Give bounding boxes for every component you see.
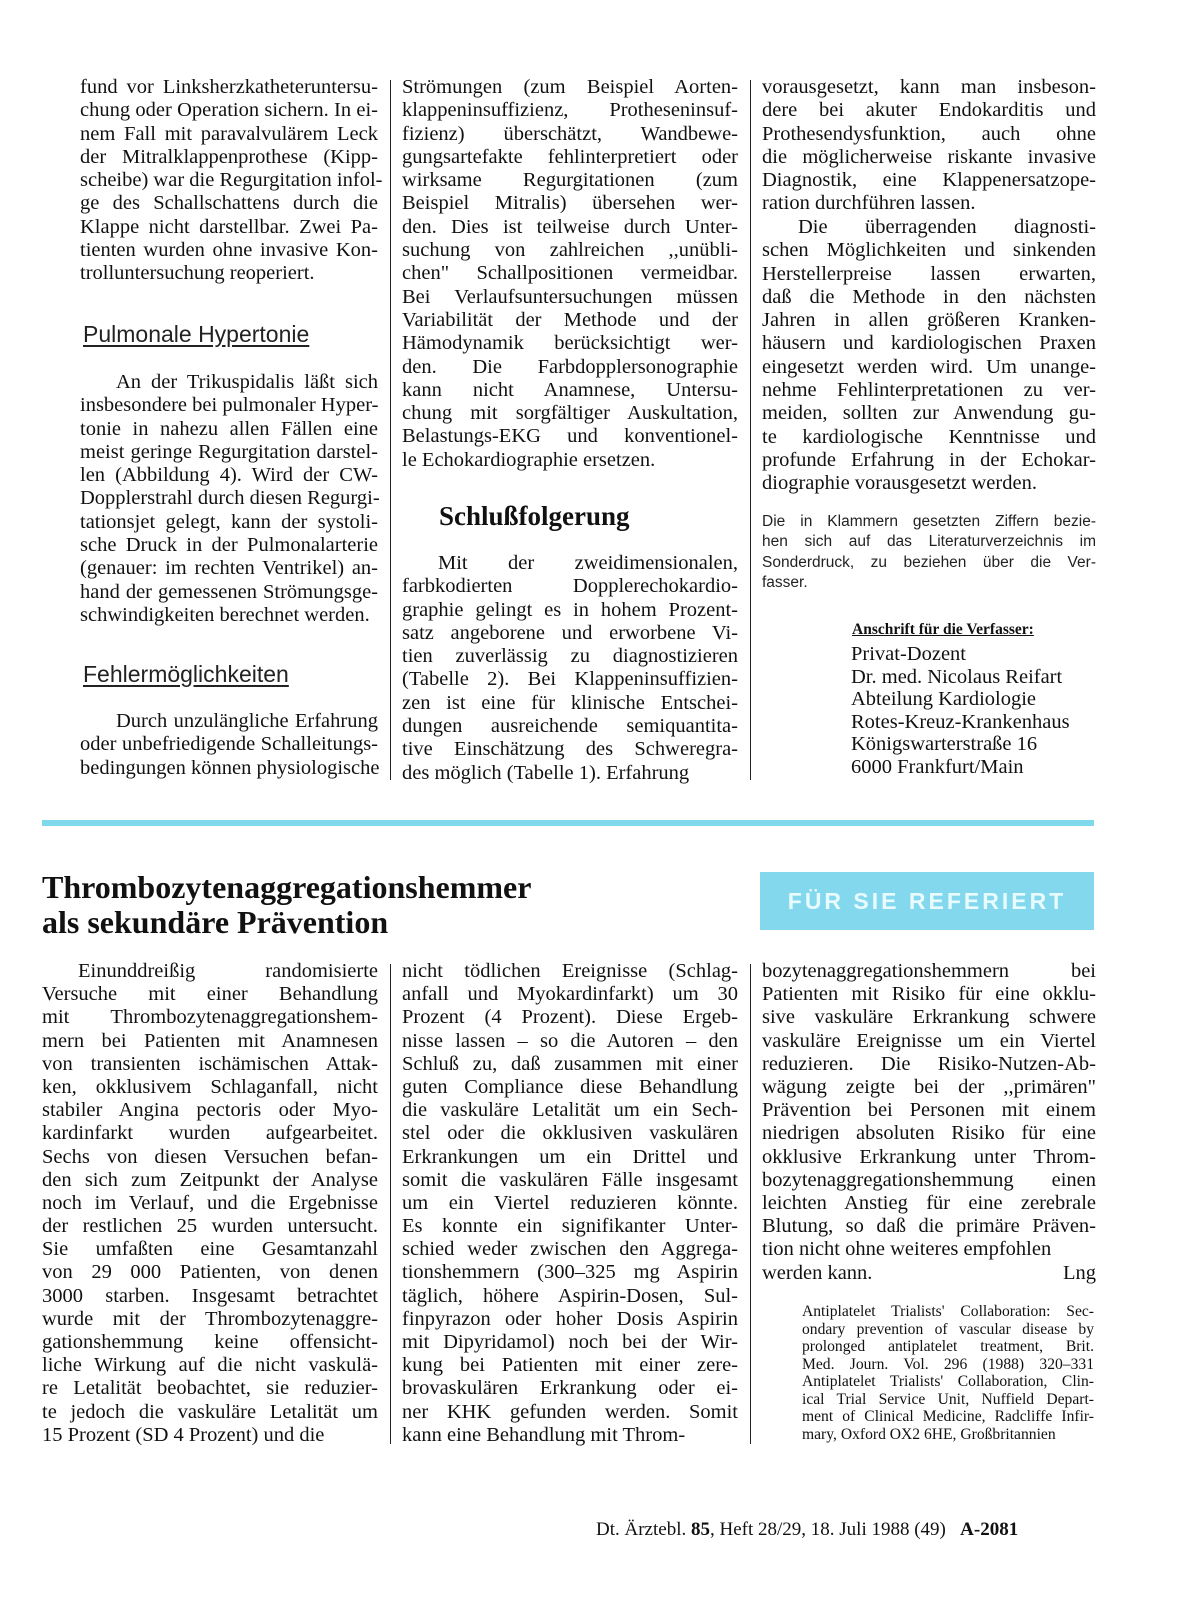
text-line: reduzieren. Die Risiko-Nutzen-Ab- — [762, 1052, 1096, 1075]
column-rule-top-2 — [750, 80, 751, 780]
text-line: profunde Erfahrung in der Echokar- — [762, 448, 1096, 471]
text-line: ge des Schallschattens durch die — [80, 192, 378, 215]
text-line: okklusive Erkrankung unter Throm- — [762, 1145, 1096, 1168]
text-line: tion nicht ohne weiteres empfohlen — [762, 1238, 1052, 1261]
text-line: te jedoch die vaskuläre Letalität um — [42, 1400, 378, 1423]
text-line: Variabilität der Methode und der — [402, 308, 738, 331]
text-line: schied weder zwischen den Aggrega- — [402, 1238, 738, 1261]
subhead-fehlermoeglichkeiten: Fehlermöglichkeiten — [83, 661, 289, 687]
text-line: den. Dies ist teilweise durch Unter- — [402, 215, 738, 238]
text-line: tien zuverlässig zu diagnostizieren — [402, 645, 738, 668]
text-line: wägung zeigte bei der ,,primären" — [762, 1075, 1096, 1098]
text-line: Strömungen (zum Beispiel Aorten- — [402, 76, 738, 98]
text-line: Erkrankungen um ein Drittel und — [402, 1145, 738, 1168]
text-line: 3000 starben. Insgesamt betrachtet — [42, 1284, 378, 1307]
text-line: ner KHK gefunden werden. Somit — [402, 1400, 738, 1423]
text-line: Diagnostik, eine Klappenersatzope- — [762, 169, 1096, 192]
text-line: Durch unzulängliche Erfahrung — [116, 710, 378, 732]
text-line: nicht tödlichen Ereignisse (Schlag- — [402, 960, 738, 982]
fuer-sie-referiert-badge: FÜR SIE REFERIERT — [760, 872, 1094, 930]
text-line: hand der gemessenen Strömungsge- — [80, 580, 378, 603]
text-line: finpyrazon oder hoher Dosis Aspirin — [402, 1307, 738, 1330]
text-line: die möglicherweise riskante invasive — [762, 145, 1096, 168]
text-line: eingesetzt werden wird. Um unange- — [762, 355, 1096, 378]
text-line: sche Druck in der Pulmonalarterie — [80, 534, 378, 557]
text-line: hen sich auf das Literaturverzeichnis im — [762, 533, 1096, 551]
top-column-3-b — [762, 216, 1096, 496]
text-line: den. Die Farbdopplersonographie — [402, 355, 738, 378]
text-line: Abteilung Kardiologie — [851, 688, 1037, 710]
text-line: trolluntersuchung reoperiert. — [80, 262, 315, 285]
text-line: Es konnte ein signifikanter Unter- — [402, 1215, 738, 1238]
top-column-2-a — [402, 76, 738, 472]
text-line: Med. Journ. Vol. 296 (1988) 320–331 — [802, 1355, 1094, 1373]
text-line: schwindigkeiten berechnet werden. — [80, 603, 370, 626]
text-line: Königswarterstraße 16 — [851, 733, 1038, 755]
text-line: insbesondere bei pulmonaler Hyper- — [80, 394, 379, 417]
heading-schlussfolgerung: Schlußfolgerung — [439, 501, 630, 531]
text-line: Herstellerpreise lassen erwarten, — [762, 262, 1096, 285]
text-line: len (Abbildung 4). Wird der CW- — [80, 464, 378, 487]
author-signature: Lng — [1062, 1262, 1096, 1284]
text-line: Rotes-Kreuz-Krankenhaus — [851, 710, 1070, 733]
column-rule-top-1 — [390, 80, 391, 780]
text-line: bedingungen können physiologische — [80, 756, 380, 779]
text-line: wurde mit der Thrombozytenaggre- — [42, 1307, 378, 1330]
text-line: Versuche mit einer Behandlung — [42, 983, 378, 1006]
text-line: vaskuläre Ereignisse um ein Viertel — [762, 1029, 1096, 1052]
text-line: nem Fall mit paravalvulärem Leck — [80, 122, 378, 145]
top-column-3-a — [762, 76, 1096, 216]
text-line: Prothesendysfunktion, auch ohne — [762, 122, 1096, 145]
text-line: fasser. — [762, 573, 808, 591]
text-line: nehme Fehlinterpretationen zu ver- — [762, 379, 1096, 402]
text-line: Hämodynamik berücksichtigt wer- — [402, 332, 738, 355]
article-column-3 — [762, 960, 1096, 1261]
text-line: te kardiologische Kenntnisse und — [762, 425, 1096, 448]
text-line: leichten Anstieg für eine zerebrale — [762, 1191, 1096, 1214]
text-line: dungen ausreichende semiquantita- — [402, 715, 738, 738]
text-line: graphie gelingt es in hohem Prozent- — [402, 598, 738, 621]
text-line: chen" Schallpositionen vermeidbar. — [402, 262, 738, 285]
text-line: fizienz) überschätzt, Wandbewe- — [402, 122, 738, 145]
text-line: wirksame Regurgitationen (zum — [402, 169, 738, 192]
text-line: ment of Clinical Medicine, Radcliffe Infir- — [802, 1408, 1094, 1425]
article-title — [42, 870, 742, 940]
column-rule-bottom-2 — [750, 964, 751, 1444]
text-line: den sich zum Zeitpunkt der Analyse — [42, 1168, 378, 1191]
text-line: chung oder Operation sichern. In ei- — [80, 99, 378, 122]
text-line: zen ist eine für klinische Entschei- — [402, 691, 738, 714]
text-line: Bei Verlaufsuntersuchungen müssen — [402, 285, 738, 308]
text-line: Mit der zweidimensionalen, — [438, 552, 738, 574]
text-line: nisse lassen – so die Autoren – den — [402, 1029, 738, 1052]
page-footer — [596, 1519, 1018, 1541]
text-line: mern bei Patienten mit Anamnesen — [42, 1029, 378, 1052]
text-line: des möglich (Tabelle 1). Erfahrung — [402, 761, 690, 784]
text-line: noch im Verlauf, und die Ergebnisse — [42, 1191, 378, 1214]
text-line: Die überragenden diagnosti- — [798, 216, 1096, 238]
text-line: die vaskuläre Letalität um ein Sech- — [402, 1099, 738, 1122]
text-line: brovaskulären Erkrankung oder ei- — [402, 1377, 738, 1400]
text-line: scheibe) war die Regurgitation infol- — [80, 169, 383, 192]
text-line: satz angeborene und erworbene Vi- — [402, 621, 738, 644]
text-line: Patienten mit Risiko für eine okklu- — [762, 983, 1096, 1006]
text-line: Belastungs-EKG und konventionel- — [402, 425, 738, 448]
text-line: kann nicht Anamnese, Untersu- — [402, 378, 738, 401]
text-line: Antiplatelet Trialists' Collaboration, Clin- — [802, 1373, 1094, 1390]
text-line: tonie in nahezu allen Fällen eine — [80, 417, 378, 440]
text-line: prolonged antiplatelet treatment, Brit. — [802, 1338, 1094, 1355]
text-line: klappeninsuffizienz, Protheseninsuf- — [402, 99, 738, 122]
text-line: von transienten ischämischen Attak- — [42, 1052, 378, 1075]
text-line: bozytenaggregationshemmern bei — [762, 960, 1096, 982]
text-line: Klappe nicht darstellbar. Zwei Pa- — [80, 215, 378, 238]
text-line: meist geringe Regurgitation darstel- — [80, 440, 378, 463]
text-line: Dr. med. Nicolaus Reifart — [851, 665, 1063, 688]
text-line: 6000 Frankfurt/Main — [851, 755, 1024, 778]
text-line: tationsjet gelegt, kann der systoli- — [80, 510, 378, 533]
text-line: Thrombozytenaggregationshemmer — [42, 869, 532, 905]
text-line: Prävention bei Personen mit einem — [762, 1099, 1096, 1122]
text-line: täglich, höhere Aspirin-Dosen, Sul- — [402, 1284, 738, 1307]
text-line: Sie umfaßten eine Gesamtanzahl — [42, 1238, 378, 1261]
text-line: An der Trikuspidalis läßt sich — [116, 371, 378, 393]
text-line: Antiplatelet Trialists' Collaboration: Sec- — [802, 1303, 1094, 1320]
text-line: guten Compliance diese Behandlung — [402, 1075, 738, 1098]
article-column-2 — [402, 960, 738, 1447]
text-line: mit Thrombozytenaggregationshem- — [42, 1006, 378, 1029]
text-line: um ein Viertel reduzieren könnte. — [402, 1191, 738, 1214]
text-line: Jahren in allen größeren Kranken- — [762, 309, 1096, 332]
text-line: 15 Prozent (SD 4 Prozent) und die — [42, 1423, 325, 1446]
subhead-pulmonale-hypertonie: Pulmonale Hypertonie — [83, 321, 310, 347]
top-column-1-a — [80, 76, 383, 286]
text-line: der restlichen 25 wurden untersucht. — [42, 1215, 378, 1238]
text-line: liche Wirkung auf die nicht vaskulä- — [42, 1354, 378, 1377]
text-line: der Mitralklappenprothese (Kipp- — [80, 145, 378, 168]
text-line: re Letalität beobachtet, sie reduzier- — [42, 1377, 378, 1400]
column-rule-bottom-1 — [390, 964, 391, 1444]
text-line: Blutung, so daß die primäre Präven- — [762, 1215, 1096, 1238]
text-line: Sechs von diesen Versuchen befan- — [42, 1145, 378, 1168]
footer-page-number: A-2081 — [960, 1519, 1019, 1540]
text-line: schen Möglichkeiten und sinkenden — [762, 239, 1096, 262]
text-line: sive vaskuläre Erkrankung schwere — [762, 1006, 1096, 1029]
footer-journal: Dt. Ärztebl. — [596, 1519, 687, 1540]
footer-volume: 85 — [690, 1519, 710, 1540]
text-line: ration durchführen lassen. — [762, 192, 976, 215]
text-line: Dopplerstrahl durch diesen Regurgi- — [80, 487, 380, 510]
text-line: niedrigen absoluten Risiko für eine — [762, 1122, 1096, 1145]
footer-issue-date: , Heft 28/29, 18. Juli 1988 (49) — [709, 1519, 946, 1540]
text-line: von 29 000 Patienten, von denen — [42, 1261, 378, 1284]
text-line: Die in Klammern gesetzten Ziffern bezie- — [762, 513, 1096, 530]
section-divider-band — [42, 820, 1094, 826]
article-last-text: werden kann. — [762, 1262, 873, 1284]
text-line: vorausgesetzt, kann man insbeson- — [762, 76, 1096, 98]
text-line: ical Trial Service Unit, Nuffield Depart- — [802, 1390, 1094, 1408]
text-line: dere bei akuter Endokarditis und — [762, 99, 1096, 122]
text-line: suchung von zahlreichen ,,unübli- — [402, 239, 738, 262]
text-line: mit Dipyridamol) noch bei der Wir- — [402, 1331, 738, 1353]
top-column-2-b — [402, 552, 738, 785]
text-line: kann eine Behandlung mit Throm- — [402, 1423, 686, 1446]
text-line: stabiler Angina pectoris oder Myo- — [42, 1099, 378, 1122]
text-line: fund vor Linksherzkatheteruntersu- — [80, 76, 378, 98]
text-line: mary, Oxford OX2 6HE, Großbritannien — [802, 1425, 1056, 1443]
text-line: Beispiel Mitralis) übersehen wer- — [402, 192, 738, 215]
text-line: stel oder die okklusiven vaskulären — [402, 1122, 738, 1145]
text-line: häusern und kardiologischen Praxen — [762, 332, 1096, 355]
text-line: bozytenaggregationshemmung einen — [762, 1168, 1096, 1191]
text-line: Prozent (4 Prozent). Diese Ergeb- — [402, 1006, 738, 1029]
text-line: daß die Methode in den nächsten — [762, 285, 1096, 308]
top-column-1-c — [80, 710, 378, 780]
text-line: gationshemmung keine offensicht- — [42, 1331, 378, 1353]
top-column-1-b — [80, 371, 378, 627]
text-line: le Echokardiographie ersetzen. — [402, 448, 656, 471]
text-line: farbkodierten Dopplerechokardio- — [402, 575, 738, 598]
text-line: ken, okklusivem Schlaganfall, nicht — [42, 1075, 378, 1098]
article-reference — [802, 1303, 1094, 1443]
text-line: diographie vorausgesetzt werden. — [762, 472, 1037, 495]
article-column-1 — [42, 960, 378, 1447]
text-line: Privat-Dozent — [851, 643, 966, 665]
text-line: oder unbefriedigende Schalleitungs- — [80, 733, 378, 756]
text-line: kung bei Patienten mit einer zere- — [402, 1354, 738, 1377]
text-line: meiden, sollten zur Anwendung gu- — [762, 402, 1096, 425]
text-line: gungsartefakte fehlinterpretiert oder — [402, 145, 738, 168]
text-line: tive Einschätzung des Schweregra- — [402, 738, 738, 761]
text-line: (genauer: im rechten Ventrikel) an- — [80, 557, 378, 580]
address-label: Anschrift für die Verfasser: — [852, 621, 1034, 638]
article-column-3-last-line — [762, 1262, 1096, 1285]
text-line: tienten wurden ohne invasive Kon- — [80, 239, 378, 262]
text-line: anfall und Myokardinfarkt) um 30 — [402, 983, 738, 1006]
text-line: chung mit sorgfältiger Auskultation, — [402, 402, 738, 425]
text-line: somit die vaskulären Fälle insgesamt — [402, 1168, 738, 1191]
literature-footnote — [762, 512, 1096, 593]
text-line: Schluß zu, daß zusammen mit einer — [402, 1052, 738, 1075]
text-line: tionshemmern (300–325 mg Aspirin — [402, 1261, 738, 1284]
text-line: Sonderdruck, zu beziehen über die Ver- — [762, 553, 1096, 571]
text-line: kardinfarkt wurden aufgearbeitet. — [42, 1122, 378, 1145]
author-address — [851, 643, 1101, 778]
text-line: ondary prevention of vascular disease by — [802, 1320, 1094, 1338]
text-line: Einunddreißig randomisierte — [78, 960, 378, 982]
text-line: als sekundäre Prävention — [42, 904, 389, 940]
text-line: (Tabelle 2). Bei Klappeninsuffizien- — [402, 668, 738, 691]
